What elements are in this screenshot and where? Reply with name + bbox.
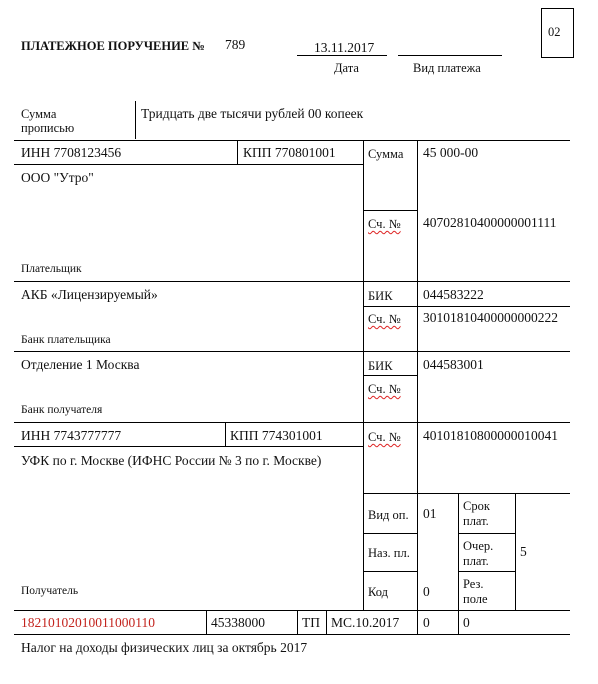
recipient-account-label: Сч. № <box>368 430 401 444</box>
amount-words-label-2: прописью <box>21 121 75 135</box>
payer-sum-label: Сумма <box>368 147 404 161</box>
budget-kbk: 18210102010011000110 <box>21 615 155 630</box>
document-number: 789 <box>225 37 246 52</box>
rule-payer-bank-bottom <box>14 351 570 352</box>
rule-budget-1 <box>206 610 207 634</box>
budget-basis: ТП <box>302 615 320 630</box>
document-title: ПЛАТЕЖНОЕ ПОРУЧЕНИЕ № <box>21 39 205 53</box>
rule-budget-2 <box>297 610 298 634</box>
order-value: 5 <box>520 544 527 559</box>
rule-label-column <box>363 140 364 610</box>
payer-name: ООО "Утро" <box>21 170 94 185</box>
op-type-label: Вид оп. <box>368 508 409 522</box>
payment-type-label: Вид платежа <box>413 61 481 75</box>
rule-row-1 <box>14 140 570 141</box>
rule-term-bottom <box>458 533 515 534</box>
date-underline <box>297 55 387 56</box>
payer-sum-value: 45 000-00 <box>423 145 479 160</box>
rule-budget-top <box>14 610 570 611</box>
code-label: Код <box>368 585 388 599</box>
rule-recipient-inn-row <box>14 446 363 447</box>
rule-order-bottom <box>458 571 515 572</box>
order-label-1: Очер. <box>463 539 494 553</box>
rule-budget-3 <box>326 610 327 634</box>
payer-bank-name: АКБ «Лицензируемый» <box>21 287 158 302</box>
rule-op-type-bottom <box>363 533 417 534</box>
rule-bik-row <box>363 306 570 307</box>
payment-type-underline <box>398 55 502 56</box>
rule-inn-row <box>14 164 363 165</box>
form-code: 02 <box>548 25 561 39</box>
recipient-bank-account-label: Сч. № <box>368 382 401 396</box>
payer-bank-account-value: 30101810400000000222 <box>423 310 558 325</box>
budget-doc-number: 0 <box>423 615 430 630</box>
recipient-inn: ИНН 7743777777 <box>21 428 122 443</box>
recipient-bank-bik-label: БИК <box>368 359 393 373</box>
reserve-label-2: поле <box>463 592 488 606</box>
payer-bank-bik-label: БИК <box>368 289 393 303</box>
rule-sum-account <box>363 210 417 211</box>
rule-value-column <box>417 140 418 634</box>
order-label-2: плат. <box>463 554 489 568</box>
term-label-2: плат. <box>463 514 489 528</box>
rule-payer-kpp-divider <box>237 140 238 164</box>
term-label-1: Срок <box>463 499 490 513</box>
payer-bank-label: Банк плательщика <box>21 334 111 346</box>
rule-op-type-top <box>363 493 570 494</box>
payer-inn: ИНН 7708123456 <box>21 145 122 160</box>
code-value: 0 <box>423 584 430 599</box>
rule-op-column-2 <box>458 493 459 634</box>
purpose-code-label: Наз. пл. <box>368 546 410 560</box>
rule-recipient-kpp-divider <box>225 422 226 446</box>
amount-words-label-1: Сумма <box>21 107 57 121</box>
rule-purpose-bottom <box>363 571 417 572</box>
rule-rb-bik-row <box>363 375 417 376</box>
recipient-label: Получатель <box>21 585 79 597</box>
budget-period: МС.10.2017 <box>331 615 400 630</box>
budget-doc-date: 0 <box>463 615 470 630</box>
recipient-bank-label: Банк получателя <box>21 404 103 416</box>
payer-account-value: 40702810400000001111 <box>423 215 557 230</box>
recipient-bank-bik-value: 044583001 <box>423 357 484 372</box>
rule-recipient-bank-bottom <box>14 422 570 423</box>
op-type-value: 01 <box>423 506 437 521</box>
recipient-bank-name: Отделение 1 Москва <box>21 357 140 372</box>
payer-account-label: Сч. № <box>368 217 401 231</box>
recipient-name: УФК по г. Москве (ИФНС России № 3 по г. Москве) <box>21 453 322 468</box>
payment-purpose: Налог на доходы физических лиц за октябрь 2017 <box>21 640 308 655</box>
recipient-kpp: КПП 774301001 <box>230 428 323 443</box>
date-value: 13.11.2017 <box>314 40 375 55</box>
amount-words-value: Тридцать две тысячи рублей 00 копеек <box>141 106 364 121</box>
amount-words-divider <box>135 101 136 139</box>
rule-budget-bottom <box>14 634 570 635</box>
payer-bank-bik-value: 044583222 <box>423 287 484 302</box>
rule-op-column-3 <box>515 493 516 610</box>
payer-kpp: КПП 770801001 <box>243 145 336 160</box>
payer-bank-account-label: Сч. № <box>368 312 401 326</box>
date-label: Дата <box>334 61 359 75</box>
payer-label: Плательщик <box>21 263 82 275</box>
budget-oktmo: 45338000 <box>211 615 265 630</box>
reserve-label-1: Рез. <box>463 577 484 591</box>
rule-payer-bottom <box>14 281 570 282</box>
recipient-account-value: 40101810800000010041 <box>423 428 558 443</box>
